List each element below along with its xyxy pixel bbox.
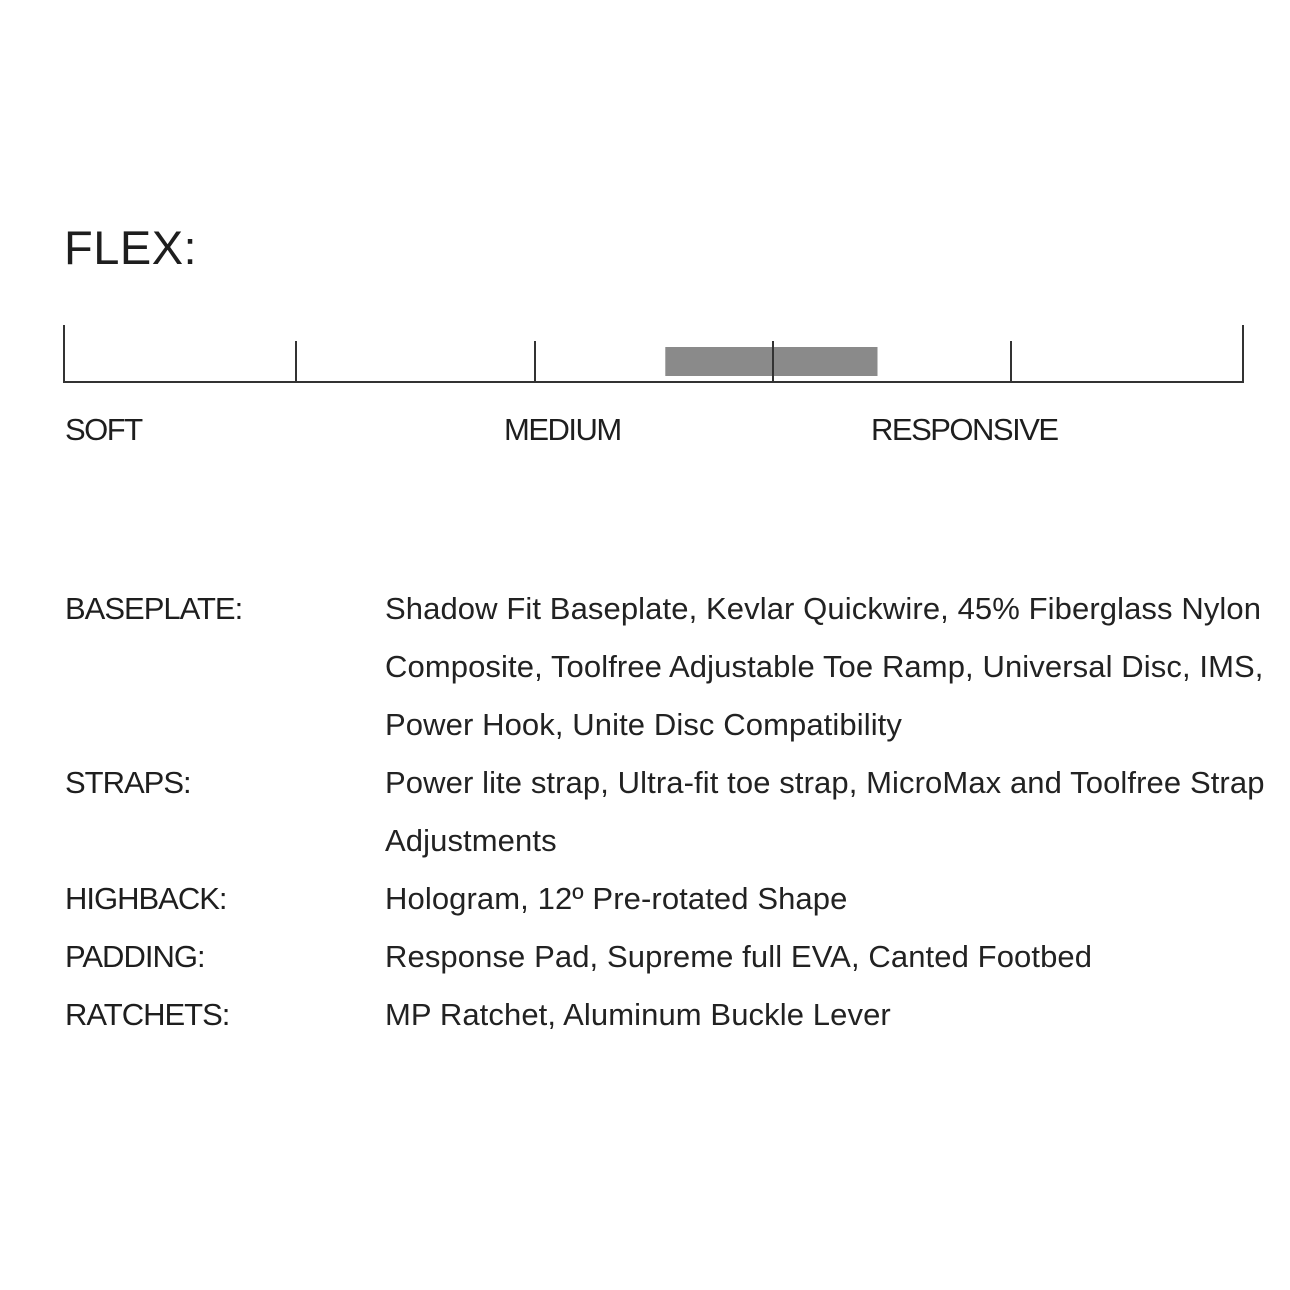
flex-title: FLEX: <box>64 221 198 274</box>
flex-range-bar <box>665 347 877 376</box>
flex-label-responsive: RESPONSIVE <box>871 412 1058 447</box>
spec-label: PADDING: <box>65 939 205 974</box>
spec-value: Shadow Fit Baseplate, Kevlar Quickwire, 45% Fiberglass Nylon Composite, Toolfree Adjustable Toe Ramp, Universal Disc, IMS, Power Hook, Unite Disc Compatibility <box>385 591 1264 742</box>
flex-scale-graphic <box>63 322 1245 386</box>
spec-label: RATCHETS: <box>65 997 230 1032</box>
spec-label: STRAPS: <box>65 765 191 800</box>
flex-label-medium: MEDIUM <box>504 412 621 447</box>
spec-label: HIGHBACK: <box>65 881 227 916</box>
spec-label: BASEPLATE: <box>65 591 243 626</box>
flex-scale <box>63 322 1245 386</box>
spec-value: MP Ratchet, Aluminum Buckle Lever <box>385 997 891 1032</box>
spec-value: Hologram, 12º Pre-rotated Shape <box>385 881 848 916</box>
flex-label-soft: SOFT <box>65 412 142 447</box>
spec-value: Power lite strap, Ultra-fit toe strap, MicroMax and Toolfree Strap Adjustments <box>385 765 1265 858</box>
spec-value: Response Pad, Supreme full EVA, Canted Footbed <box>385 939 1093 974</box>
